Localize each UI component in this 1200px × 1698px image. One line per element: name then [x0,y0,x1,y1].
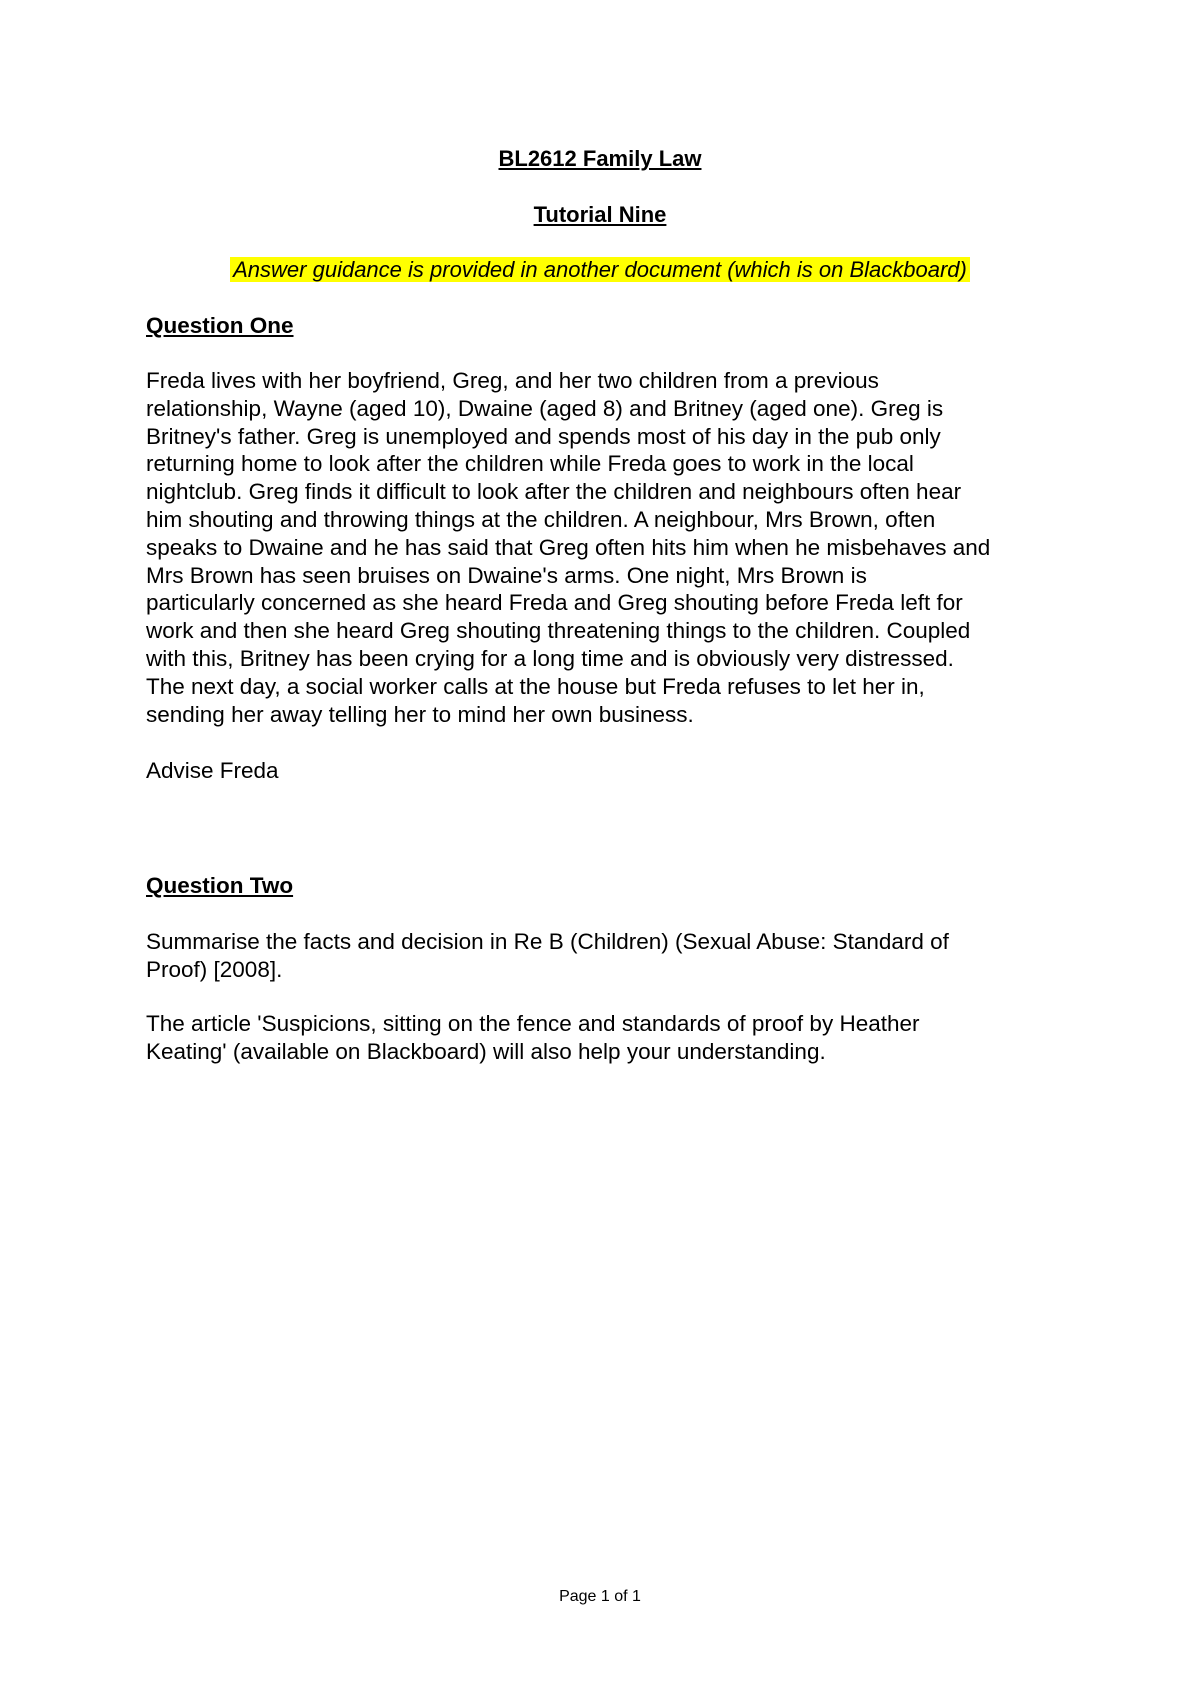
question-one-line: The next day, a social worker calls at the house but Freda refuses to let her in, [146,673,925,699]
guidance-note-highlight: Answer guidance is provided in another document (which is on Blackboard) [230,257,970,282]
question-one-line: Freda lives with her boyfriend, Greg, and her two children from a previous [146,368,879,393]
question-one-line: sending her away telling her to mind her own business. [146,701,694,727]
question-one-line: nightclub. Greg finds it difficult to look after the children and neighbours often hear [146,479,962,505]
question-one-body [146,367,1096,728]
question-one-line: Mrs Brown has seen bruises on Dwaine's arms. One night, Mrs Brown is [146,562,867,588]
article-note-line: Keating' (available on Blackboard) will also help your understanding. [146,1038,826,1064]
document-title: BL2612 Family Law [498,146,702,171]
question-two-heading: Question Two [146,873,294,898]
question-two-line: Summarise the facts and decision in Re B (Children) (Sexual Abuse: Standard of [146,929,949,954]
question-one-line: relationship, Wayne (aged 10), Dwaine (aged 8) and Britney (aged one). Greg is [146,395,944,421]
question-two-body [146,928,1096,984]
question-one-line: returning home to look after the children while Freda goes to work in the local [146,451,914,477]
article-note-line: The article 'Suspicions, sitting on the fence and standards of proof by Heather [146,1011,920,1036]
question-one-line: with this, Britney has been crying for a long time and is obviously very distressed. [146,645,954,671]
page-number: Page 1 of 1 [559,1588,641,1605]
question-one-line: Britney's father. Greg is unemployed and spends most of his day in the pub only [146,423,941,449]
question-one-instruction: Advise Freda [146,758,279,783]
question-one-line: particularly concerned as she heard Freda and Greg shouting before Freda left for [146,590,963,616]
guidance-note [0,256,1200,284]
question-one-heading: Question One [146,313,294,338]
question-one-line: him shouting and throwing things at the children. A neighbour, Mrs Brown, often [146,506,936,532]
tutorial-subtitle: Tutorial Nine [533,202,667,227]
question-one-line: speaks to Dwaine and he has said that Greg often hits him when he misbehaves and [146,534,991,560]
question-two-line: Proof) [2008]. [146,956,283,982]
question-two-article-note [146,1010,1096,1066]
question-one-line: work and then she heard Greg shouting threatening things to the children. Coupled [146,618,971,644]
